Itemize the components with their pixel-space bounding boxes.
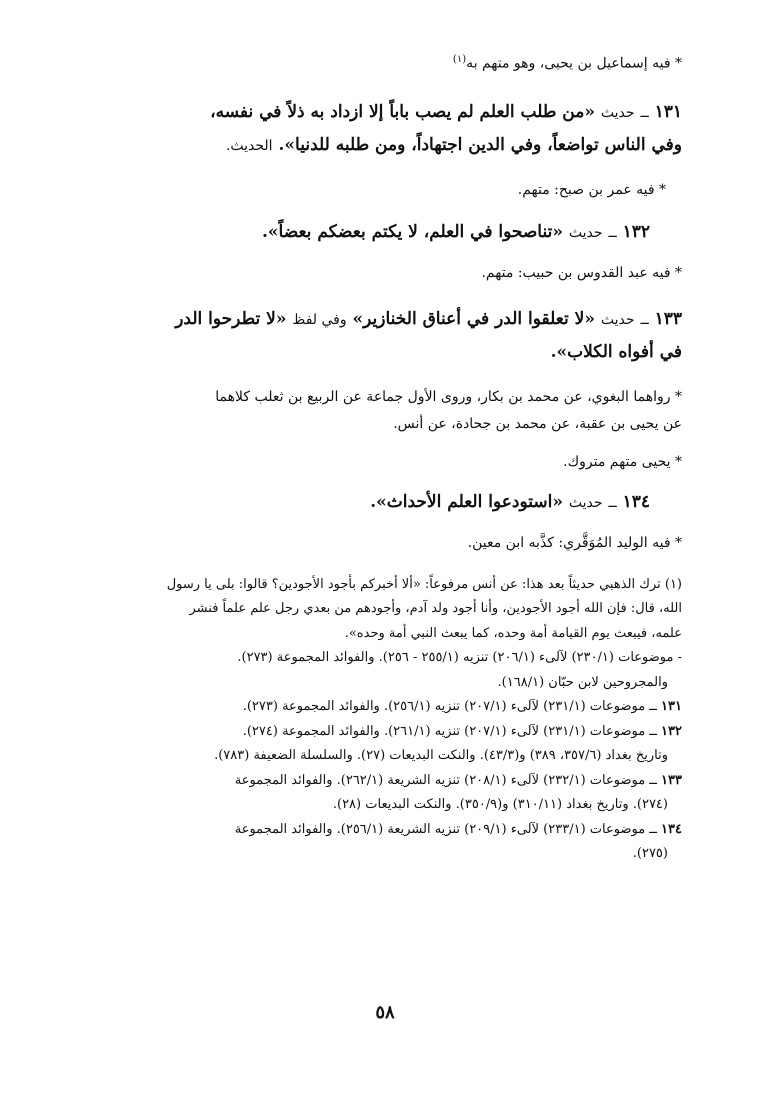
hadith-label: حديث <box>568 224 603 241</box>
narrator-note <box>82 50 682 74</box>
footnote-number: ١٣٢ <box>661 723 682 739</box>
footnote-line: (١) ترك الذهبي حديثاً بعد هذا: عن أنس مرفوعاً: «ألا أخبركم بأجود الأجودين؟ قالوا: بلى يا رسول <box>166 576 682 592</box>
hadith-text: «تناصحوا في العلم، لا يكتم بعضكم بعضاً». <box>262 221 563 242</box>
hadith-131 <box>82 96 682 162</box>
footnote-number: ١٣٣ <box>661 772 682 788</box>
hadith-label: حديث <box>568 494 603 511</box>
narrator-note: * فيه عمر بن صبح: متهم. <box>517 181 666 198</box>
footnote-text: ــ موضوعات (٢٣١/١) لآلىء (٢٠٧/١) تنزيه (٢٥٦/١). والفوائد المجموعة (٢٧٣). <box>242 699 657 715</box>
footnote-line: وتاريخ بغداد (٣٥٧/٦، ٣٨٩) و(٤٣/٣). والنكت البديعات (٢٧). والسلسلة الضعيفة (٧٨٣). <box>214 748 668 764</box>
footnote-text: ــ موضوعات (٢٣٢/١) لآلىء (٢٠٨/١) تنزيه الشريعة (٢٦٢/١). والفوائد المجموعة <box>234 772 657 788</box>
hadith-label: حديث <box>600 311 635 328</box>
footnote-entry-134 <box>82 818 682 843</box>
hadith-132 <box>82 216 682 249</box>
footnote-number: ١٣١ <box>661 699 682 715</box>
footnote-line: (٢٧٤). وتاريخ بغداد (٣١٠/١١) و(٣٥٠/٩). والنكت البديعات (٢٨). <box>332 797 668 813</box>
hadith-text: «من طلب العلم لم يصب باباً إلا ازداد به ذلاً في نفسه، <box>210 101 595 122</box>
note-text: * فيه إسماعيل بن يحيى، وهو متهم به <box>466 55 682 72</box>
dash: ــ <box>640 104 649 121</box>
footnote-line: علمه، فيبعث يوم القيامة أمة وحده، كما يبعث النبي أمة وحده». <box>344 625 682 641</box>
footnote-text: ــ موضوعات (٢٣٣/١) لآلىء (٢٠٩/١) تنزيه الشريعة (٢٥٦/١). والفوائد المجموعة <box>234 821 657 837</box>
footnotes <box>82 573 682 867</box>
dash: ــ <box>640 311 649 328</box>
hadith-number: ١٣٤ <box>622 491 650 512</box>
narrator-note: * فيه الوليد المُوَقَّري: كذَّبه ابن معين. <box>467 534 682 551</box>
dash: ــ <box>608 494 617 511</box>
footnote-ref: (١) <box>452 54 467 65</box>
hadith-label: حديث <box>600 104 635 121</box>
footnote-line: (٢٧٥). <box>632 846 668 862</box>
hadith-number: ١٣٣ <box>654 308 682 329</box>
hadith-text: في أفواه الكلاب». <box>550 341 682 362</box>
footnote-entry-132 <box>82 720 682 745</box>
footnote-number: ١٣٤ <box>661 821 682 837</box>
note-line: * رواهما البغوي، عن محمد بن بكار، وروى الأول جماعة عن الربيع بن ثعلب كلاهما <box>215 388 682 405</box>
hadith-133 <box>82 303 682 368</box>
hadith-text: «استودعوا العلم الأحداث». <box>370 491 563 512</box>
footnote-text: ــ موضوعات (٢٣١/١) لآلىء (٢٠٧/١) تنزيه (٢٦١/١). والفوائد المجموعة (٢٧٤). <box>242 723 657 739</box>
hadith-tail: الحديث. <box>225 137 273 154</box>
narrator-note <box>82 384 682 438</box>
note-line: عن يحيى بن عقبة، عن محمد بن جحادة، عن أنس. <box>393 415 682 432</box>
hadith-text: وفي الناس تواضعاً، وفي الدين اجتهاداً، ومن طلبه للدنيا». <box>278 134 682 155</box>
footnote-entry-133 <box>82 769 682 794</box>
variant-label: وفي لفظ <box>292 311 347 328</box>
hadith-number: ١٣٢ <box>622 221 650 242</box>
footnote-line: - موضوعات (٢٣٠/١) لآلىء (٢٠٦/١) تنزيه (٢٥٥/١ - ٢٥٦). والفوائد المجموعة (٢٧٣). <box>237 650 682 666</box>
hadith-text: «لا تطرحوا الدر <box>175 308 287 329</box>
footnote-entry-131 <box>82 695 682 720</box>
narrator-note: * يحيى متهم متروك. <box>563 453 682 470</box>
footnote-line: والمجروحين لابن حبّان (١٦٨/١). <box>497 674 668 690</box>
hadith-134 <box>82 486 682 519</box>
narrator-note: * فيه عبد القدوس بن حبيب: متهم. <box>481 264 682 281</box>
page-number: ٥٨ <box>375 1002 395 1023</box>
dash: ــ <box>608 224 617 241</box>
hadith-text: «لا تعلقوا الدر في أعناق الخنازير» <box>352 308 595 329</box>
hadith-number: ١٣١ <box>654 101 682 122</box>
footnote-line: الله، قال: فإن الله أجود الأجودين، وأنا أجود ولد آدم، وأجودهم من بعدي رجل علم علماً فنشر <box>189 601 682 617</box>
